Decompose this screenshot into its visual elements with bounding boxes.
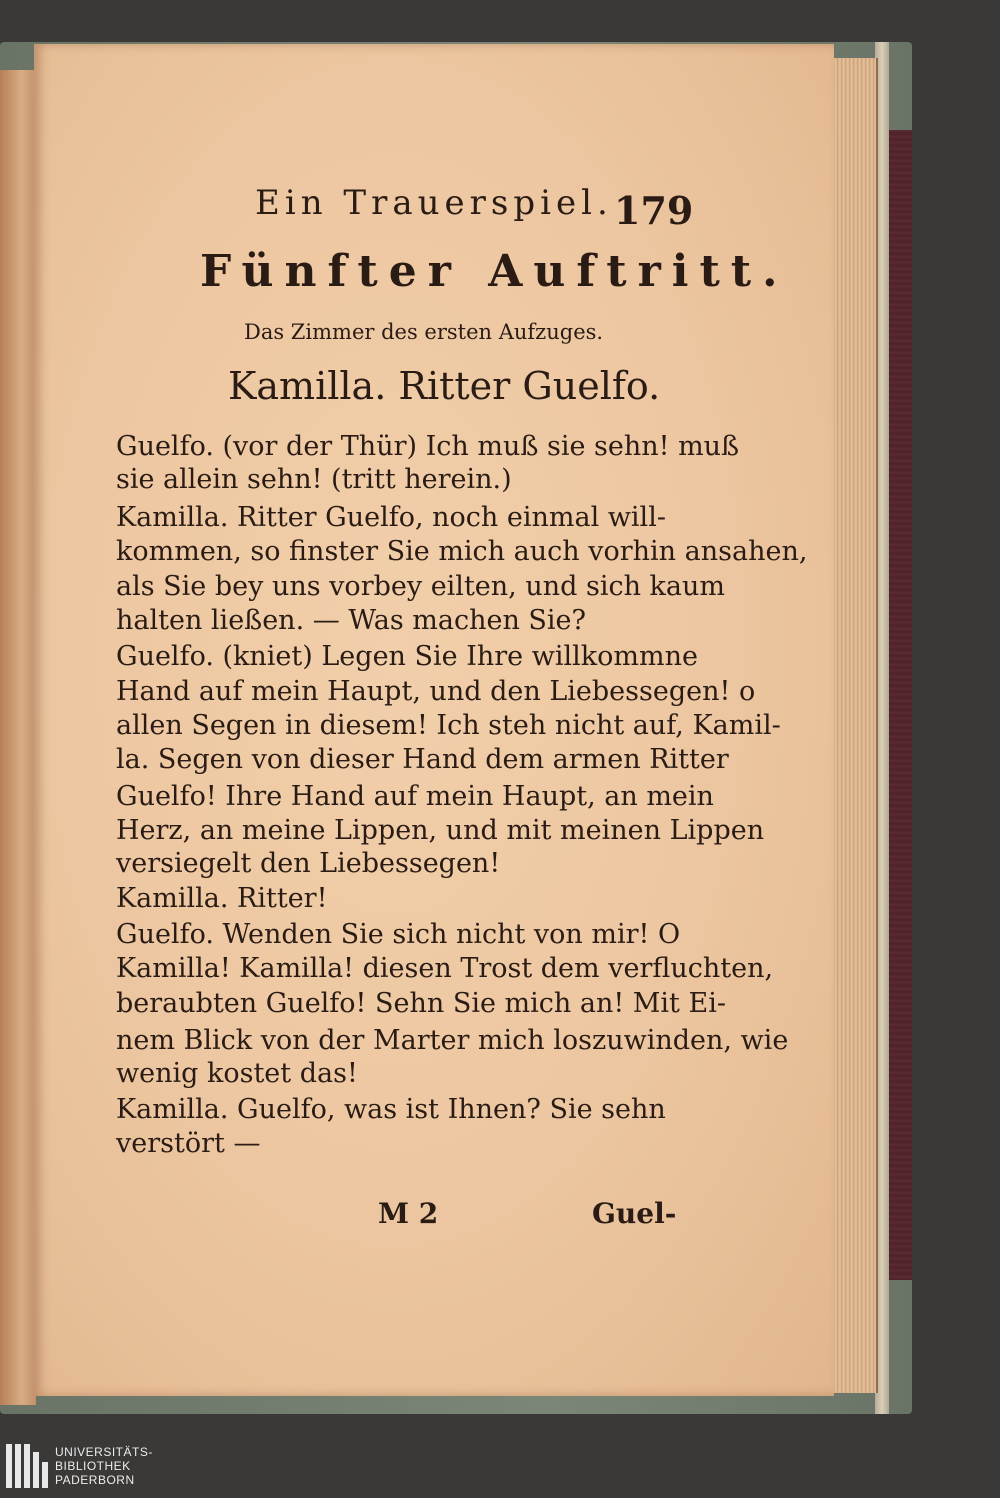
text-line: Guelfo. (vor der Thür) Ich muß sie sehn! muß [116, 431, 740, 462]
character-list: Kamilla. Ritter Guelfo. [228, 364, 661, 408]
previous-page-edge [0, 70, 36, 1405]
text-line: Kamilla! Kamilla! diesen Trost dem verfluchten, [116, 953, 774, 984]
text-line: kommen, so finster Sie mich auch vorhin ansahen, [116, 536, 808, 567]
scene-title: Fünfter Auftritt. [200, 246, 789, 297]
text-line: Guelfo. Wenden Sie sich nicht von mir! O [116, 919, 681, 950]
running-head: Ein Trauerspiel. [255, 183, 613, 223]
text-line: Guelfo! Ihre Hand auf mein Haupt, an mein [116, 781, 714, 812]
library-logo-icon [6, 1444, 50, 1488]
text-line: als Sie bey uns vorbey eilten, und sich kaum [116, 571, 726, 602]
text-line: wenig kostet das! [116, 1058, 358, 1089]
text-line: Kamilla. Ritter Guelfo, noch einmal will- [116, 502, 666, 533]
logo-text-line3: PADERBORN [55, 1473, 135, 1487]
text-line: versiegelt den Liebessegen! [116, 848, 501, 879]
signature-mark: M 2 [378, 1197, 439, 1230]
text-line: Guelfo. (kniet) Legen Sie Ihre willkommne [116, 641, 698, 672]
text-line: verstört — [116, 1128, 261, 1159]
logo-text-line1: UNIVERSITÄTS- [55, 1445, 153, 1459]
page-number: 179 [614, 188, 694, 233]
text-line: sie allein sehn! (tritt herein.) [116, 464, 512, 495]
text-line: nem Blick von der Marter mich loszuwinden, wie [116, 1025, 789, 1056]
text-line: beraubten Guelfo! Sehn Sie mich an! Mit Ei- [116, 988, 726, 1019]
logo-text-line2: BIBLIOTHEK [55, 1459, 131, 1473]
text-line: Kamilla. Ritter! [116, 883, 328, 914]
text-line: la. Segen von dieser Hand dem armen Ritter [116, 744, 729, 775]
text-line: allen Segen in diesem! Ich steh nicht auf, Kamil- [116, 710, 781, 741]
catchword: Guel- [592, 1197, 677, 1230]
stage-setting: Das Zimmer des ersten Aufzuges. [244, 320, 604, 344]
text-line: Kamilla. Guelfo, was ist Ihnen? Sie sehn [116, 1094, 666, 1125]
text-line: Herz, an meine Lippen, und mit meinen Lippen [116, 815, 765, 846]
text-line: Hand auf mein Haupt, und den Liebessegen! o [116, 676, 756, 707]
text-line: halten ließen. — Was machen Sie? [116, 605, 587, 636]
